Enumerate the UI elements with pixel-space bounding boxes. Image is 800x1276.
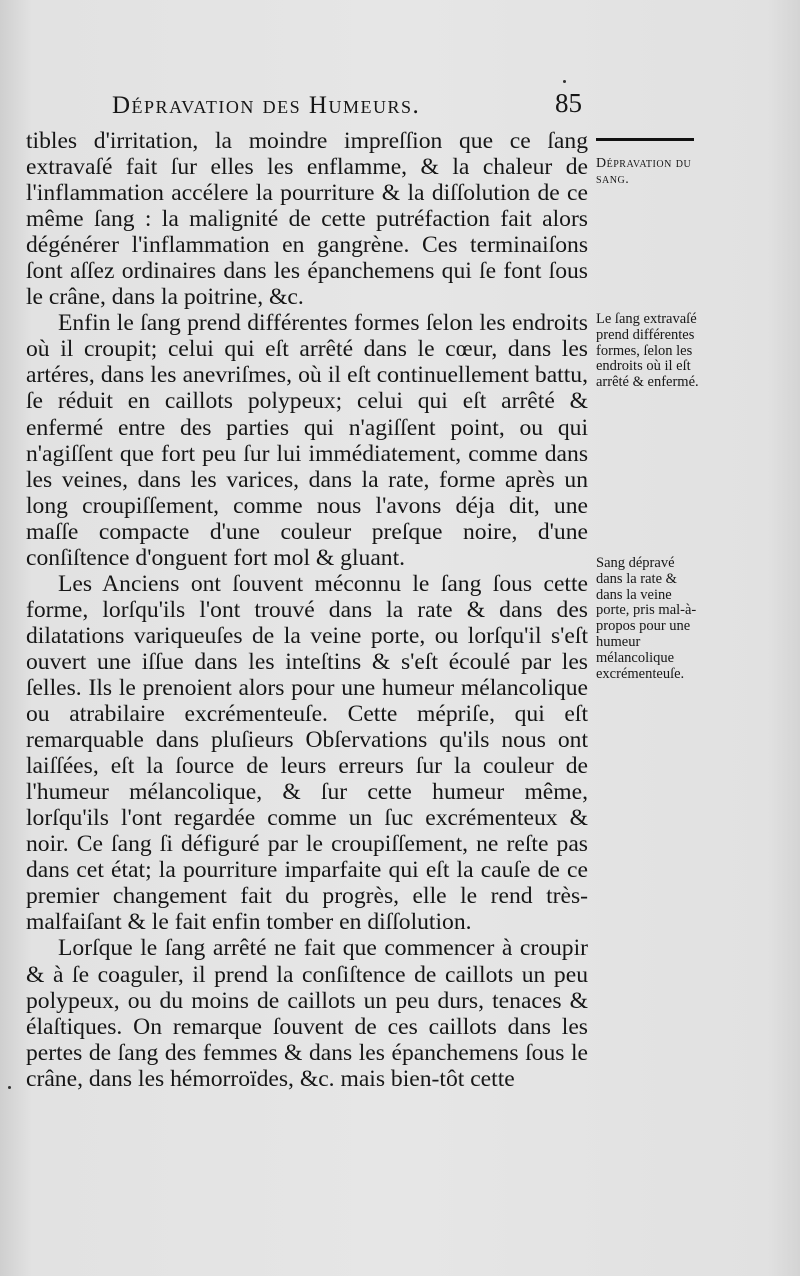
main-text <box>26 128 588 1092</box>
paragraph: Lorſque le ſang arrêté ne fait que commencer à croupir & à ſe coaguler, il prend la conſiſtence de caillots un peu polypeux, ou du moins de caillots un peu durs, tenaces & élaſtiques. On remarque ſouvent de ces caillots dans les pertes de ſang des femmes & dans les épanchemens ſous le crâne, dans les hémorroïdes, &c. mais bien-tôt cette <box>26 935 588 1092</box>
paper-speck <box>563 80 566 83</box>
marginal-note: Dépravation du ſang. <box>596 156 692 187</box>
margin-rule <box>596 138 694 141</box>
paragraph: Enfin le ſang prend différentes formes ſelon les endroits où il croupit; celui qui eſt arrêté dans le cœur, dans les artéres, dans les anevriſmes, où il eſt continuellement battu, ſe réduit en caillots polypeux; celui qui eſt arrêté & enfermé entre des parties qui n'agiſſent point, ou qui n'agiſſent que fort peu ſur lui immédiatement, comme dans les veines, dans les varices, dans la rate, forme après un long croupiſſement, comme nous l'avons déja dit, une maſſe compacte d'une couleur preſque noire, d'une conſiſtence d'onguent fort mol & gluant. <box>26 310 588 571</box>
marginal-note: Le ſang extravaſé prend différentes formes, ſelon les endroits où il eſt arrêté & enfermé. <box>596 311 699 391</box>
paragraph: Les Anciens ont ſouvent méconnu le ſang ſous cette forme, lorſqu'ils l'ont trouvé dans la rate & dans des dilatations variqueuſes de la veine porte, ou lorſqu'il s'eſt ouvert une iſſue dans les inteſtins & s'eſt écoulé par les ſelles. Ils le prenoient alors pour une humeur mélancolique ou atrabilaire excrémenteuſe. Cette mépriſe, qui eſt remarquable dans pluſieurs Obſervations qu'ils nous ont laiſſées, eſt la ſource de leurs erreurs ſur la couleur de l'humeur mélancolique, & ſur cette humeur même, lorſqu'ils l'ont regardée comme un ſuc excrémenteux & noir. Ce ſang ſi défiguré par le croupiſſement, ne reſte pas dans cet état; la pourriture imparfaite qui eſt la cauſe de ce premier changement fait du progrès, elle le rend très-malfaiſant & le fait enfin tomber en diſſolution. <box>26 570 588 936</box>
running-head <box>112 88 582 126</box>
marginal-note: Sang dépravé dans la rate & dans la veine porte, pris mal-à-propos pour une humeur mélancolique excrémenteuſe. <box>596 555 697 682</box>
running-head-title: Dépravation des Humeurs. <box>112 92 421 119</box>
paragraph: tibles d'irritation, la moindre impreſſion que ce ſang extravaſé fait ſur elles les enflamme, & la chaleur de l'inflammation accélere la pourriture & la diſſolution de ce même ſang : la malignité de cette putréfaction fait alors dégénérer l'inflammation en gangrène. Ces terminaiſons ſont aſſez ordinaires dans les épanchemens qui ſe font ſous le crâne, dans la poitrine, &c. <box>26 128 588 311</box>
paper-speck <box>8 1086 11 1089</box>
page-number: 85 <box>555 88 582 118</box>
